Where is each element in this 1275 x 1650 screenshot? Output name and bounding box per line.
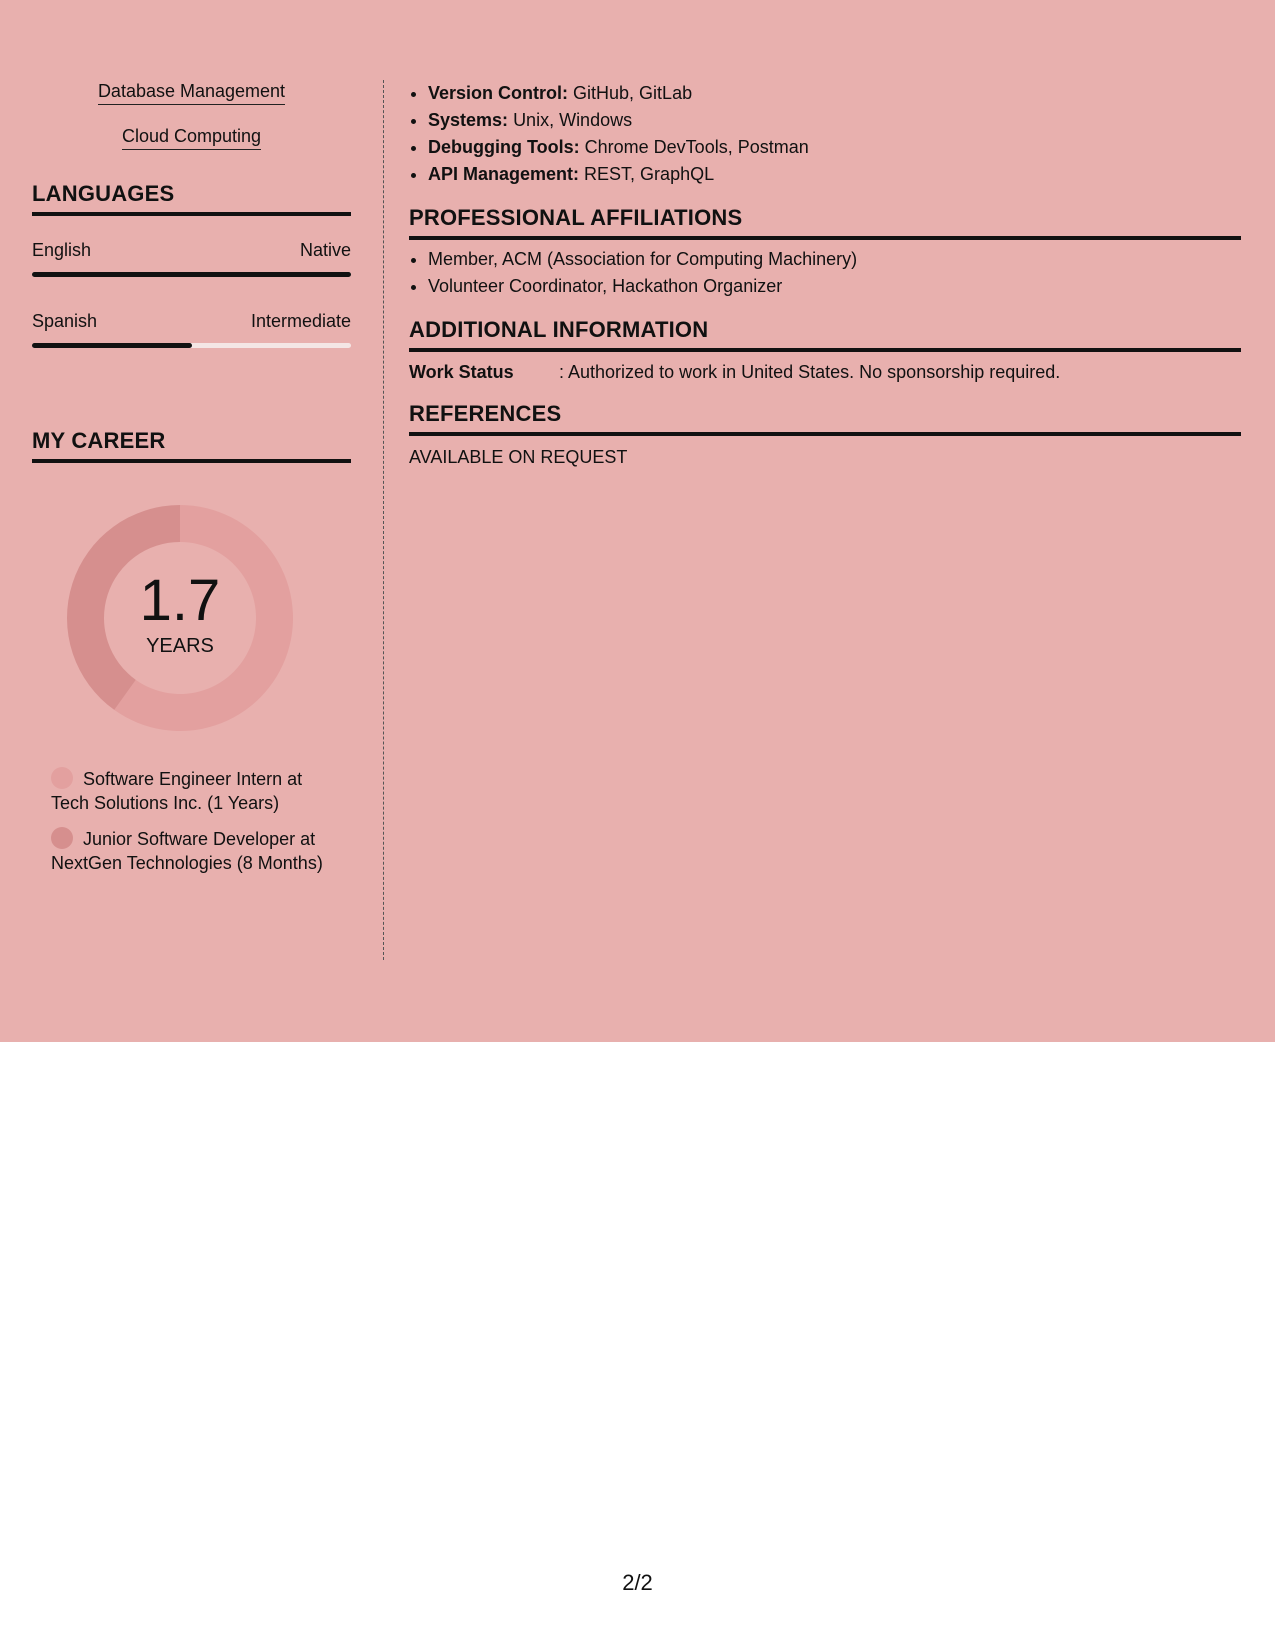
legend-dot-icon <box>51 767 73 789</box>
career-legend-item <box>51 767 336 815</box>
language-name: Spanish <box>32 311 98 331</box>
career-total <box>67 505 293 731</box>
tool-item <box>428 161 1241 188</box>
career-heading: MY CAREER <box>32 427 351 463</box>
skills-list <box>32 80 351 170</box>
career-donut-chart <box>67 505 293 731</box>
tool-label: Systems: <box>428 110 509 130</box>
tool-item <box>428 134 1241 161</box>
language-proficiency-bar <box>32 272 351 277</box>
tool-label: Debugging Tools: <box>428 137 580 157</box>
skill-database-management[interactable]: Database Management <box>98 80 285 105</box>
languages-heading: LANGUAGES <box>32 180 351 216</box>
page-number: 2/2 <box>622 1570 653 1595</box>
career-role-label: Software Engineer Intern at Tech Solutions Inc. (1 Years) <box>51 769 303 813</box>
affiliation-item: • Volunteer Coordinator, Hackathon Organizer <box>428 273 1241 300</box>
references-text: AVAILABLE ON REQUEST <box>409 447 628 467</box>
career-role-label: Junior Software Developer at NextGen Technologies (8 Months) <box>51 829 323 873</box>
language-proficiency-bar <box>32 343 351 348</box>
tool-value: GitHub, GitLab <box>573 83 693 103</box>
tool-value: Chrome DevTools, Postman <box>584 137 809 157</box>
career-total-value: 1.7 <box>139 568 221 633</box>
career-total-unit: YEARS <box>146 635 214 657</box>
language-name: English <box>32 240 92 260</box>
tools-list <box>409 80 1241 188</box>
language-level: Intermediate <box>250 311 351 331</box>
sidebar <box>32 80 351 887</box>
tool-label: Version Control: <box>428 83 569 103</box>
column-divider <box>383 80 384 960</box>
language-level: Native <box>299 240 351 260</box>
work-status-value: : Authorized to work in United States. No sponsorship required. <box>559 362 1061 382</box>
additional-info-heading: ADDITIONAL INFORMATION <box>409 316 1241 352</box>
affiliations-heading: PROFESSIONAL AFFILIATIONS <box>409 204 1241 240</box>
affiliation-item: • Member, ACM (Association for Computing Machinery) <box>428 246 1241 273</box>
language-item-english <box>32 239 351 277</box>
work-status-label: Work Status <box>409 362 514 382</box>
work-status-row <box>409 360 1241 384</box>
legend-dot-icon <box>51 827 73 849</box>
tool-item <box>428 80 1241 107</box>
tool-label: API Management: <box>428 164 580 184</box>
career-legend <box>51 767 336 875</box>
career-legend-item <box>51 827 336 875</box>
language-proficiency-fill <box>32 343 192 348</box>
tool-item <box>428 107 1241 134</box>
main-content <box>409 80 1241 469</box>
language-proficiency-fill <box>32 272 351 277</box>
tool-value: REST, GraphQL <box>584 164 715 184</box>
tool-value: Unix, Windows <box>513 110 633 130</box>
references-heading: REFERENCES <box>409 400 1241 436</box>
skill-cloud-computing[interactable]: Cloud Computing <box>122 125 261 150</box>
affiliations-list <box>409 246 1241 300</box>
language-item-spanish <box>32 310 351 348</box>
